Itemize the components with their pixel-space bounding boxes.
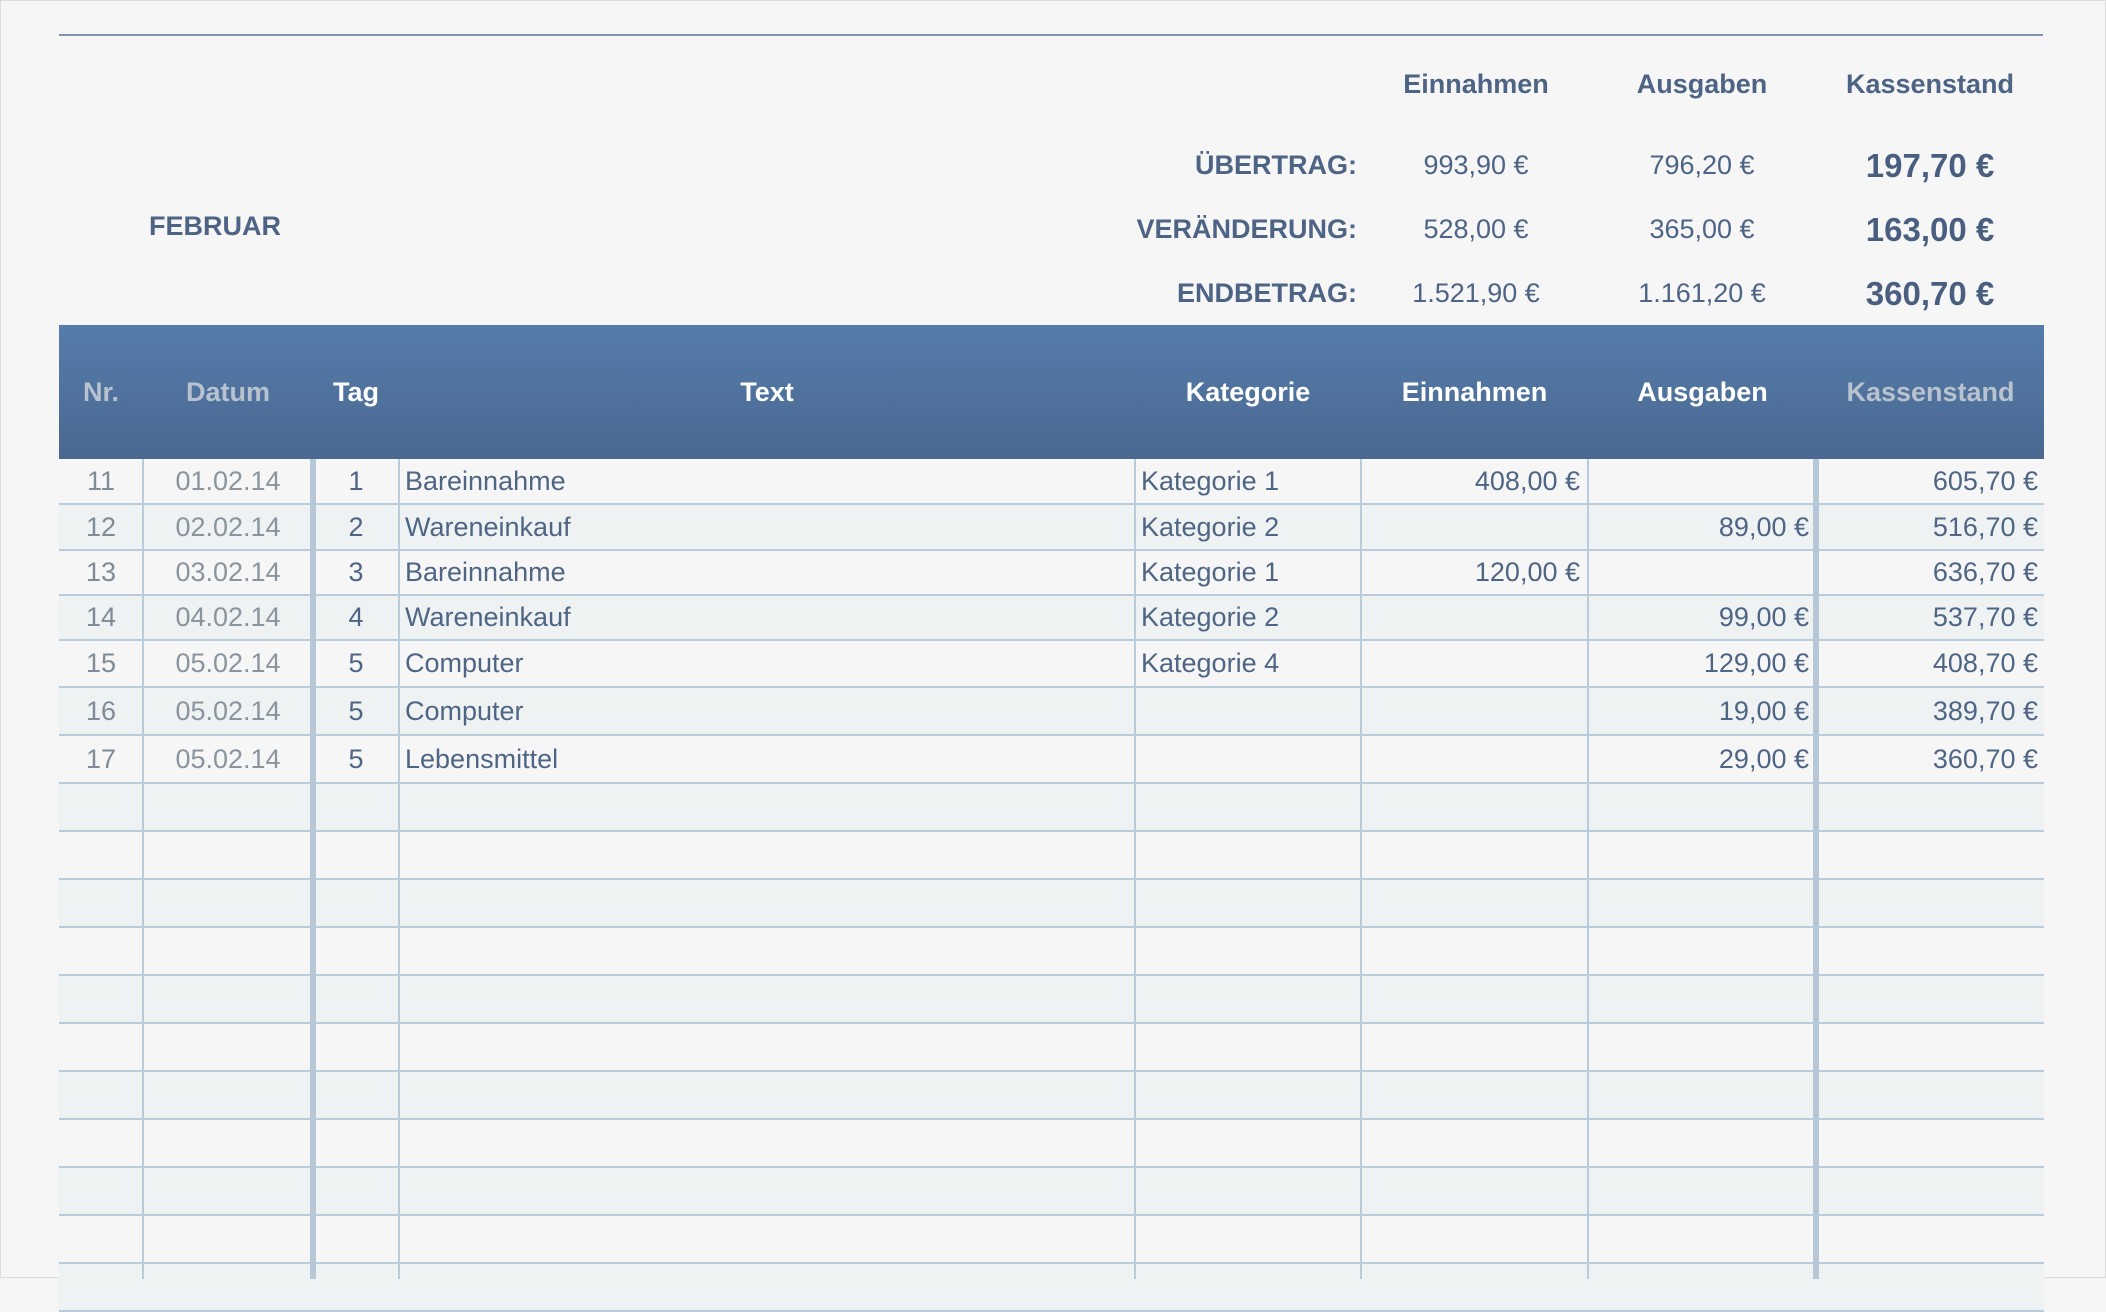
summary-header-kassenstand: Kassenstand: [1845, 69, 2015, 99]
cell-kassenstand[interactable]: 408,70 €: [1932, 648, 2038, 678]
month-label: FEBRUAR: [149, 211, 281, 241]
summary-veraenderung-ausgaben[interactable]: 365,00 €: [1649, 214, 1755, 244]
cell-ausgaben[interactable]: 29,00 €: [1718, 743, 1809, 774]
cell-tag[interactable]: 4: [348, 602, 364, 632]
cell-text[interactable]: Bareinnahme: [405, 557, 566, 587]
cell-text[interactable]: Wareneinkauf: [405, 511, 571, 542]
empty-table-row[interactable]: [59, 976, 2044, 1024]
cell-datum[interactable]: 04.02.14: [175, 602, 281, 632]
cell-einnahmen[interactable]: 120,00 €: [1474, 557, 1580, 587]
cell-tag[interactable]: 5: [348, 743, 364, 774]
cell-kategorie[interactable]: [1135, 688, 1361, 734]
cell-kassenstand[interactable]: 537,70 €: [1932, 602, 2038, 632]
table-body: [59, 459, 2044, 1279]
column-divider: [142, 459, 144, 1279]
empty-table-row[interactable]: [59, 832, 2044, 880]
cell-ausgaben[interactable]: [1588, 459, 1817, 503]
cell-datum[interactable]: 02.02.14: [175, 511, 281, 542]
empty-table-row[interactable]: [59, 1120, 2044, 1168]
cell-kategorie[interactable]: Kategorie 2: [1141, 511, 1280, 542]
table-header: [59, 325, 2044, 459]
cell-tag[interactable]: 1: [348, 465, 364, 496]
cell-kategorie[interactable]: Kategorie 1: [1141, 557, 1280, 587]
cell-ausgaben[interactable]: 19,00 €: [1718, 695, 1809, 726]
cell-datum[interactable]: 05.02.14: [175, 743, 281, 774]
cell-einnahmen[interactable]: [1361, 596, 1588, 639]
cell-kategorie[interactable]: Kategorie 2: [1141, 602, 1280, 632]
cell-kassenstand[interactable]: 516,70 €: [1932, 511, 2038, 542]
cell-tag[interactable]: 3: [348, 557, 364, 587]
empty-table-row[interactable]: [59, 1024, 2044, 1072]
cell-datum[interactable]: 01.02.14: [175, 465, 281, 496]
cell-einnahmen[interactable]: [1361, 505, 1588, 549]
cell-tag[interactable]: 5: [348, 648, 364, 678]
empty-table-row[interactable]: [59, 1216, 2044, 1264]
empty-table-row[interactable]: [59, 784, 2044, 832]
table-row[interactable]: [59, 736, 2044, 784]
empty-table-row[interactable]: [59, 928, 2044, 976]
cell-kategorie[interactable]: Kategorie 4: [1141, 648, 1280, 678]
cell-text[interactable]: Computer: [405, 695, 524, 726]
column-divider: [1134, 459, 1136, 1279]
summary-uebertrag-kassenstand[interactable]: 197,70 €: [1865, 147, 1995, 184]
summary-label-uebertrag: ÜBERTRAG:: [1195, 150, 1357, 180]
cell-ausgaben[interactable]: 99,00 €: [1718, 602, 1809, 632]
cell-nr[interactable]: 14: [85, 602, 117, 632]
cell-nr[interactable]: 13: [85, 557, 117, 587]
cell-text[interactable]: Wareneinkauf: [405, 602, 571, 632]
table-row[interactable]: [59, 505, 2044, 551]
table-row[interactable]: [59, 596, 2044, 641]
cell-nr[interactable]: 16: [85, 695, 117, 726]
column-divider-thick: [1813, 459, 1819, 1279]
column-header-tag[interactable]: Tag: [333, 377, 379, 407]
column-header-nr[interactable]: Nr.: [82, 377, 120, 407]
empty-table-row[interactable]: [59, 880, 2044, 928]
cell-datum[interactable]: 05.02.14: [175, 695, 281, 726]
table-row[interactable]: [59, 459, 2044, 505]
summary-label-veraenderung: VERÄNDERUNG:: [1136, 214, 1357, 244]
table-row[interactable]: [59, 641, 2044, 688]
cell-nr[interactable]: 11: [86, 465, 116, 496]
cell-nr[interactable]: 17: [85, 743, 117, 774]
cell-text[interactable]: Computer: [405, 648, 524, 678]
column-header-ausgaben[interactable]: Ausgaben: [1637, 377, 1768, 407]
cell-kassenstand[interactable]: 360,70 €: [1932, 743, 2038, 774]
table-row[interactable]: [59, 688, 2044, 736]
column-divider: [1360, 459, 1362, 1279]
cell-kategorie[interactable]: Kategorie 1: [1141, 465, 1280, 496]
summary-veraenderung-einnahmen[interactable]: 528,00 €: [1423, 214, 1529, 244]
cell-einnahmen[interactable]: [1361, 688, 1588, 734]
cell-kassenstand[interactable]: 389,70 €: [1932, 695, 2038, 726]
table-row[interactable]: [59, 551, 2044, 596]
summary-label-endbetrag: ENDBETRAG:: [1177, 278, 1357, 308]
cell-einnahmen[interactable]: [1361, 736, 1588, 782]
cell-einnahmen[interactable]: 408,00 €: [1474, 465, 1580, 496]
empty-table-row[interactable]: [59, 1072, 2044, 1120]
cell-ausgaben[interactable]: [1588, 551, 1817, 594]
column-divider: [398, 459, 400, 1279]
column-header-kassenstand[interactable]: Kassenstand: [1846, 377, 2015, 407]
empty-table-row[interactable]: [59, 1264, 2044, 1312]
cell-nr[interactable]: 12: [85, 511, 117, 542]
empty-table-row[interactable]: [59, 1168, 2044, 1216]
cell-einnahmen[interactable]: [1361, 641, 1588, 686]
summary-endbetrag-ausgaben[interactable]: 1.161,20 €: [1638, 278, 1766, 308]
column-divider-thick: [310, 459, 316, 1279]
column-divider: [1587, 459, 1589, 1279]
summary-header-einnahmen: Einnahmen: [1403, 69, 1549, 99]
top-divider: [59, 34, 2043, 36]
column-header-text[interactable]: Text: [740, 377, 794, 407]
summary-uebertrag-ausgaben[interactable]: 796,20 €: [1649, 150, 1755, 180]
cell-tag[interactable]: 5: [348, 695, 364, 726]
summary-uebertrag-einnahmen[interactable]: 993,90 €: [1423, 150, 1529, 180]
cell-datum[interactable]: 05.02.14: [175, 648, 281, 678]
summary-veraenderung-kassenstand[interactable]: 163,00 €: [1865, 211, 1995, 248]
cell-ausgaben[interactable]: 89,00 €: [1718, 511, 1809, 542]
cell-kassenstand[interactable]: 605,70 €: [1932, 465, 2038, 496]
cell-kassenstand[interactable]: 636,70 €: [1932, 557, 2038, 587]
cell-datum[interactable]: 03.02.14: [175, 557, 281, 587]
cell-nr[interactable]: 15: [85, 648, 117, 678]
cell-kategorie[interactable]: [1135, 736, 1361, 782]
cell-tag[interactable]: 2: [348, 511, 364, 542]
summary-endbetrag-kassenstand[interactable]: 360,70 €: [1865, 275, 1995, 312]
cell-text[interactable]: Lebensmittel: [405, 743, 559, 774]
cell-text[interactable]: Bareinnahme: [405, 465, 566, 496]
column-header-kategorie[interactable]: Kategorie: [1185, 377, 1311, 407]
summary-endbetrag-einnahmen[interactable]: 1.521,90 €: [1412, 278, 1540, 308]
column-header-einnahmen[interactable]: Einnahmen: [1401, 377, 1548, 407]
summary-header-ausgaben: Ausgaben: [1636, 69, 1768, 99]
cell-ausgaben[interactable]: 129,00 €: [1703, 648, 1809, 678]
column-header-datum[interactable]: Datum: [185, 377, 270, 407]
